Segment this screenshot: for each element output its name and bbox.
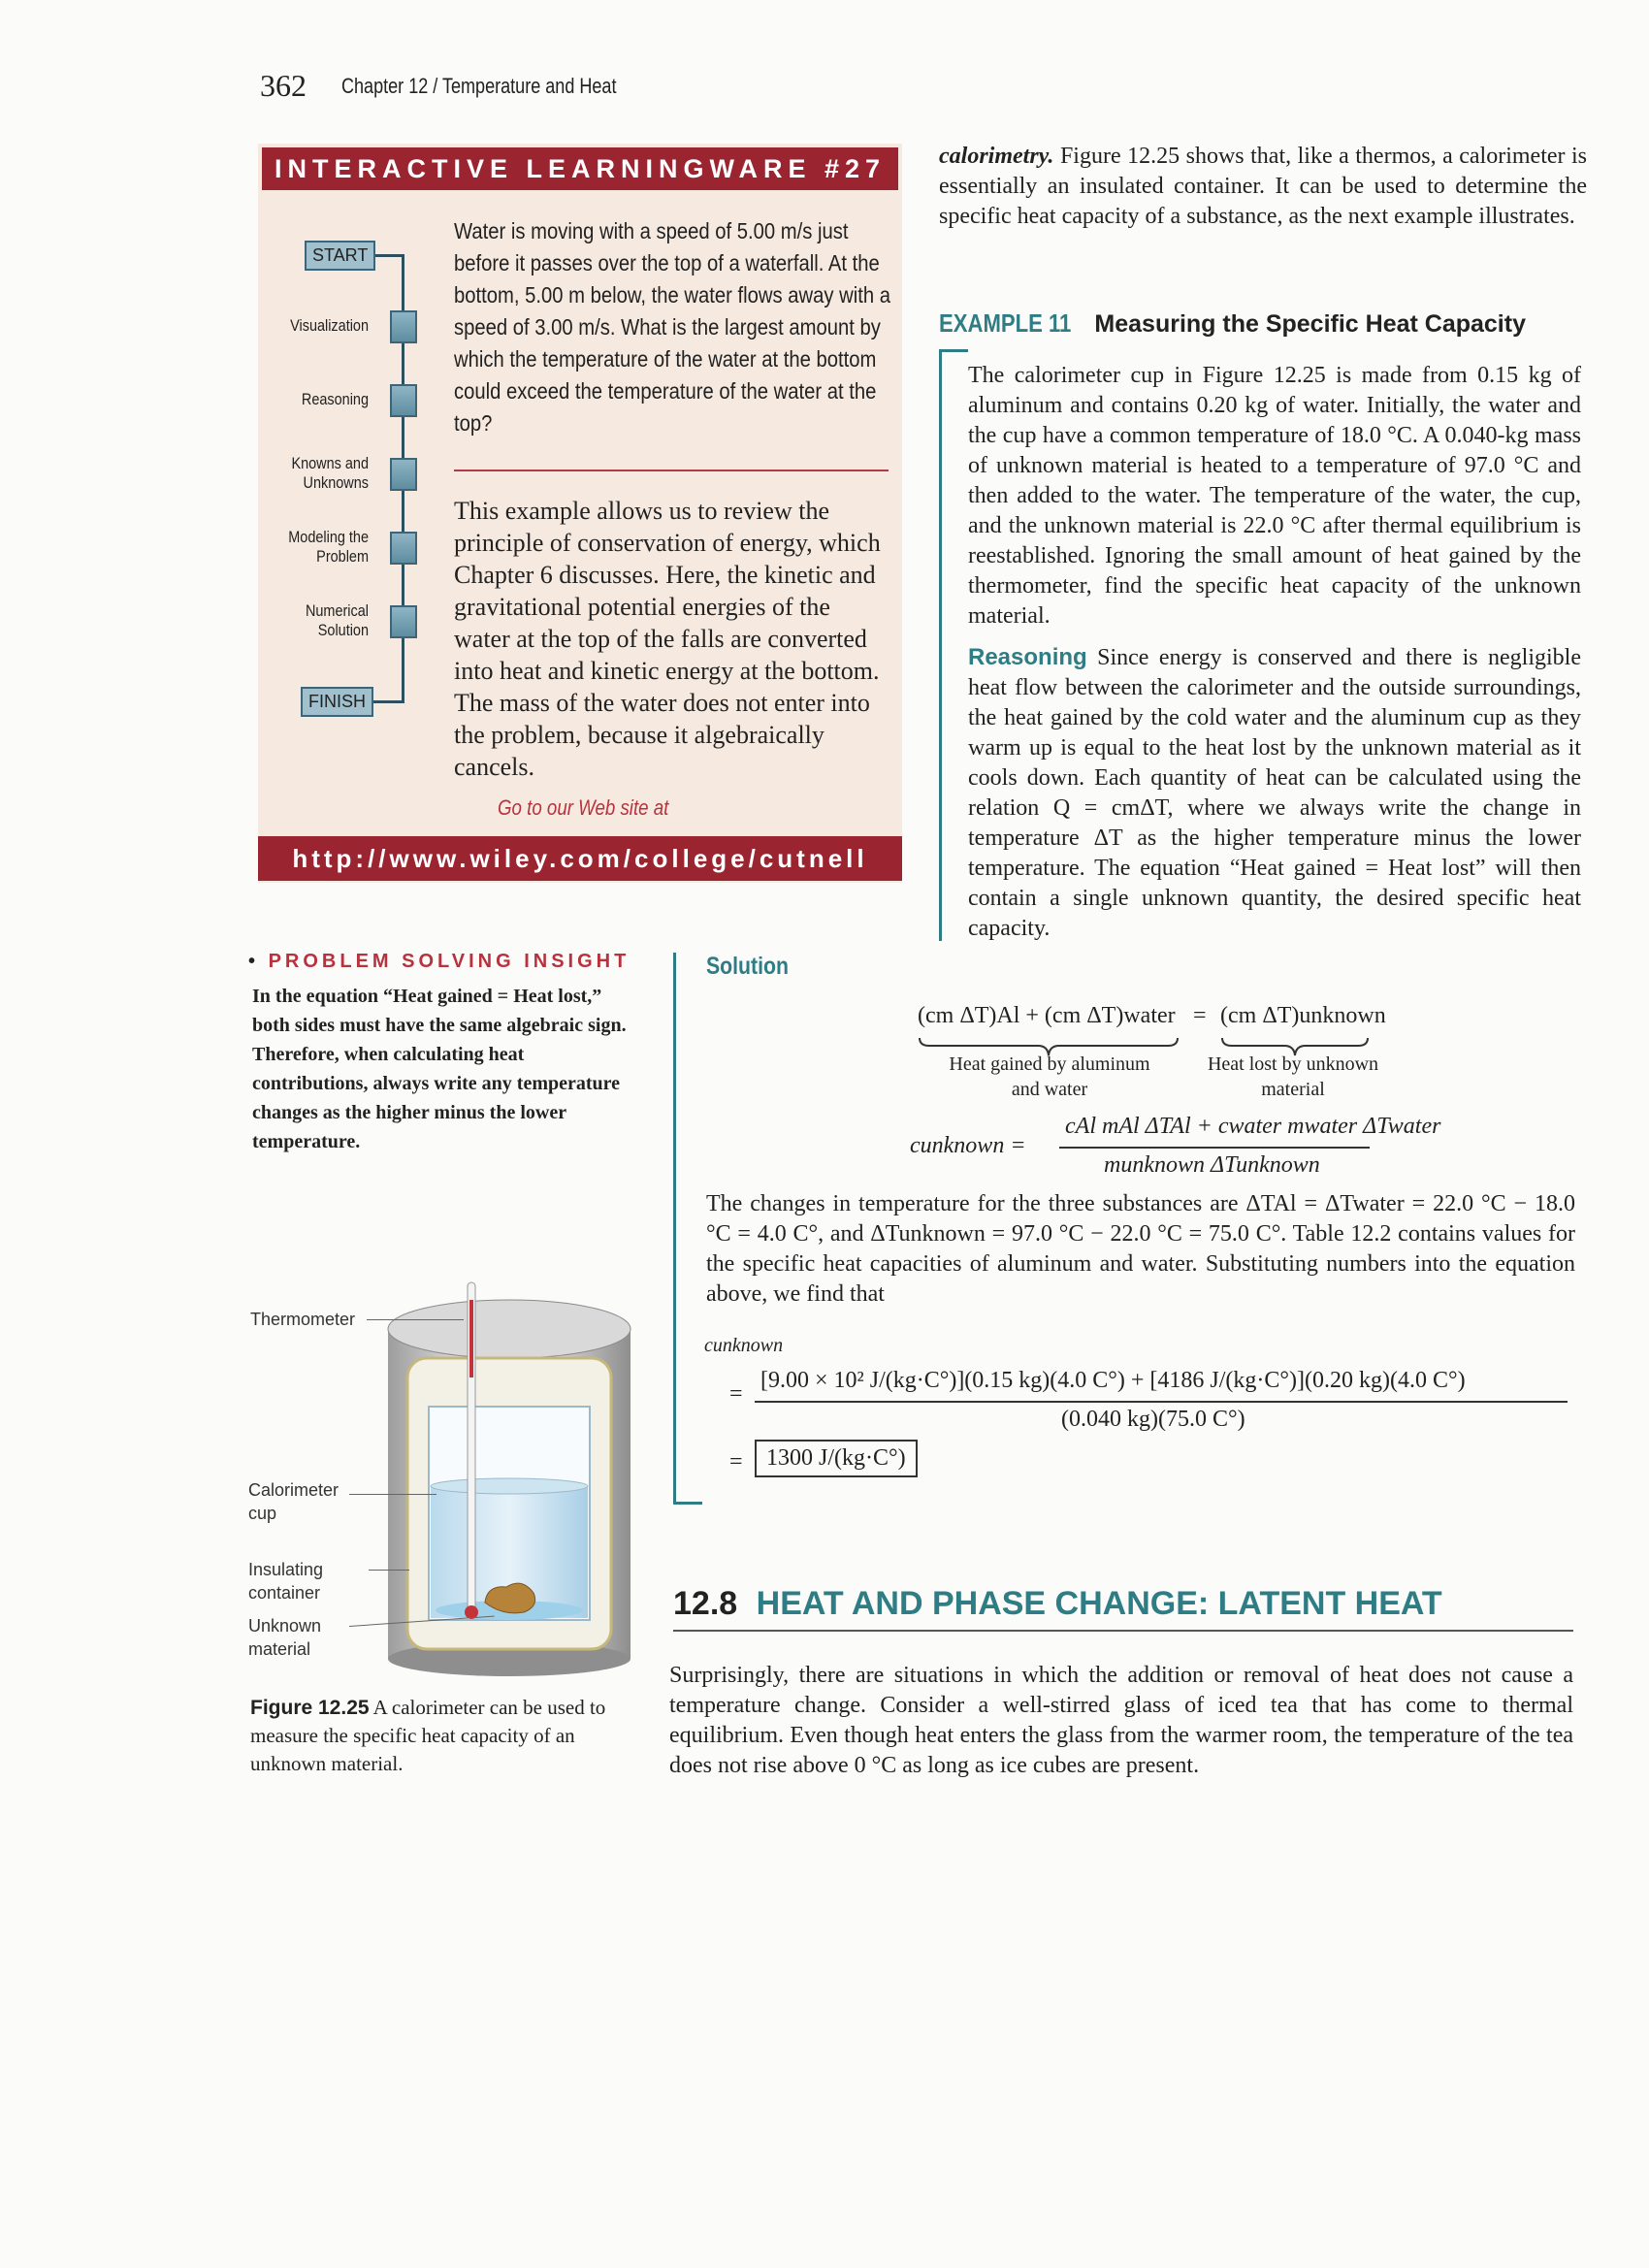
flow-step-label: Knowns and Unknowns [291, 454, 369, 492]
leader-line [367, 1319, 464, 1320]
equals-sign: = [729, 1381, 743, 1407]
leader-line [349, 1494, 436, 1495]
example-statement: The calorimeter cup in Figure 12.25 is made from 0.15 kg of aluminum and contains 0.20 kg of water. Initially, the water and the cup have a common temperature of 18.0 °C. A 0.040-kg mass of unknown material is heated to a temperature of 97.0 °C and then added to the water. The temperature of the water, the cup, and the unknown material is 22.0 °C after thermal equilibrium is reestablished. Ignoring the small amount of heat gained by the thermometer, find the specific heat capacity of the unknown material. [968, 363, 1581, 629]
answer-box: 1300 J/(kg·C°) [755, 1440, 918, 1477]
flow-step-label: Reasoning [301, 390, 369, 408]
divider [454, 470, 889, 471]
web-prompt: Go to our Web site at [498, 795, 669, 820]
label-calorimeter-cup: Calorimeter cup [248, 1480, 340, 1523]
section-title: HEAT AND PHASE CHANGE: LATENT HEAT [756, 1585, 1442, 1622]
page-number: 362 [260, 68, 307, 103]
figure-caption-text: A calorimeter can be used to measure the specific heat capacity of an unknown material. [250, 1696, 606, 1775]
solution-text: The changes in temperature for the three substances are ΔTAl = ΔTwater = 22.0 °C − 18.0 °C = 4.0 C°, and ΔTunknown = 97.0 °C − 22.0 °C = 75.0 C°. Table 12.2 contains values for the specific heat capacities of aluminum and water. Substituting numbers into the equation above, we find that [706, 1191, 1575, 1307]
finish-button[interactable]: FINISH [301, 687, 373, 717]
learningware-answer: This example allows us to review the principle of conservation of energy, which Chapter 6 discusses. Here, the kinetic and gravitational potential energies of the water at the top of the falls are converted into heat and kinetic energy at the bottom. The mass of the water does not enter into the problem, because it algebraically cancels. [454, 497, 881, 781]
section-rule [673, 1630, 1573, 1632]
section-number: 12.8 [673, 1585, 738, 1622]
calorimetry-term: calorimetry. [939, 144, 1054, 169]
flow-step-label: Numerical Solution [305, 601, 369, 639]
eq3-numerator: [9.00 × 10² J/(kg·C°)](0.15 kg)(4.0 C°) + [4186 J/(kg·C°)](0.20 kg)(4.0 C°) [760, 1368, 1466, 1393]
reasoning-paragraph [968, 642, 1581, 944]
equation-left: (cm ΔT)Al + (cm ΔT)water [918, 1003, 1176, 1028]
example-bar [939, 349, 968, 352]
flow-step-modeling[interactable] [390, 532, 417, 565]
c-unknown-lhs: cunknown = [910, 1133, 1026, 1158]
start-button[interactable]: START [305, 241, 375, 271]
calorimetry-text: Figure 12.25 shows that, like a thermos, a calorimeter is essentially an insulated container. It can be used to determine the specific heat capacity of a substance, as the next example illustrates. [939, 144, 1588, 229]
insight-text: In the equation “Heat gained = Heat lost,” both sides must have the same algebraic sign. Therefore, when calculating heat contributions, always write any temperature changes as the higher minus the lower temperature. [252, 986, 627, 1152]
flow-step-label: Modeling the Problem [288, 528, 369, 566]
example-bar [939, 349, 942, 941]
brace-label-gained: Heat gained by aluminum and water [949, 1053, 1150, 1100]
eq3-denominator: (0.040 kg)(75.0 C°) [1061, 1407, 1245, 1432]
flow-step-visualization[interactable] [390, 310, 417, 343]
flow-step-label: Visualization [290, 316, 369, 335]
equals-sign: = [1193, 1003, 1207, 1028]
chapter-title: Chapter 12 / Temperature and Heat [341, 74, 617, 98]
eq2-denominator: munknown ΔTunknown [1104, 1152, 1320, 1178]
label-thermometer: Thermometer [250, 1310, 356, 1329]
fraction-bar [755, 1401, 1568, 1403]
solution-bar [673, 953, 676, 1504]
calorimetry-paragraph [939, 142, 1587, 232]
reasoning-label: Reasoning [968, 644, 1087, 670]
eq2-numerator: cAl mAl ΔTAl + cwater mwater ΔTwater [1065, 1114, 1441, 1139]
brace-label-lost: Heat lost by unknown material [1207, 1053, 1379, 1100]
web-link[interactable]: http://www.wiley.com/college/cutnell [258, 836, 902, 881]
figure-caption [250, 1694, 638, 1778]
section-text: Surprisingly, there are situations in which the addition or removal of heat does not cause a temperature change. Consider a well-stirred glass of iced tea that has come to thermal equilibrium. Even though heat enters the glass from the warmer room, the temperature of the tea does not rise above 0 °C as long as ice cubes are present. [669, 1663, 1573, 1778]
section-heading [673, 1585, 1442, 1623]
example-title: Measuring the Specific Heat Capacity [1094, 310, 1526, 338]
label-insulating-container: Insulating container [248, 1560, 324, 1603]
insight-heading: • PROBLEM SOLVING INSIGHT [248, 951, 630, 972]
figure-number: Figure 12.25 [250, 1697, 370, 1719]
learningware-title: INTERACTIVE LEARNINGWARE #27 [262, 147, 898, 190]
label-unknown-material: Unknown material [248, 1616, 322, 1659]
solution-bar [673, 1502, 702, 1505]
leader-line [369, 1570, 409, 1571]
equation-right: (cm ΔT)unknown [1220, 1003, 1386, 1028]
fraction-bar [1059, 1147, 1370, 1149]
equals-sign: = [729, 1449, 743, 1474]
solution-label: Solution [706, 953, 789, 980]
example-number: EXAMPLE 11 [939, 308, 1072, 338]
learningware-question: Water is moving with a speed of 5.00 m/s just before it passes over the top of a waterfall. At the bottom, 5.00 m below, the water flows away with a speed of 3.00 m/s. What is the largest amount by which the temperature of the water at the bottom could exceed the temperature of the water at the top? [454, 218, 890, 436]
flow-step-knowns[interactable] [390, 458, 417, 491]
insight-title: PROBLEM SOLVING INSIGHT [268, 951, 630, 972]
reasoning-text: Since energy is conserved and there is negligible heat flow between the calorimeter and the outside surroundings, the heat gained by the cold water and the aluminum cup as they warm up is equal to the heat lost by the unknown material as it cools down. Each quantity of heat can be calculated using the relation Q = cmΔT, where we always write the change in temperature ΔT as the higher temperature minus the lower temperature. The equation “Heat gained = Heat lost” will then contain a single unknown quantity, the desired specific heat capacity. [968, 645, 1581, 941]
flow-step-numerical[interactable] [390, 605, 417, 638]
c-unknown-label: cunknown [704, 1335, 784, 1356]
example-heading [939, 308, 1526, 339]
calorimeter-figure [378, 1261, 640, 1678]
flow-step-reasoning[interactable] [390, 384, 417, 417]
